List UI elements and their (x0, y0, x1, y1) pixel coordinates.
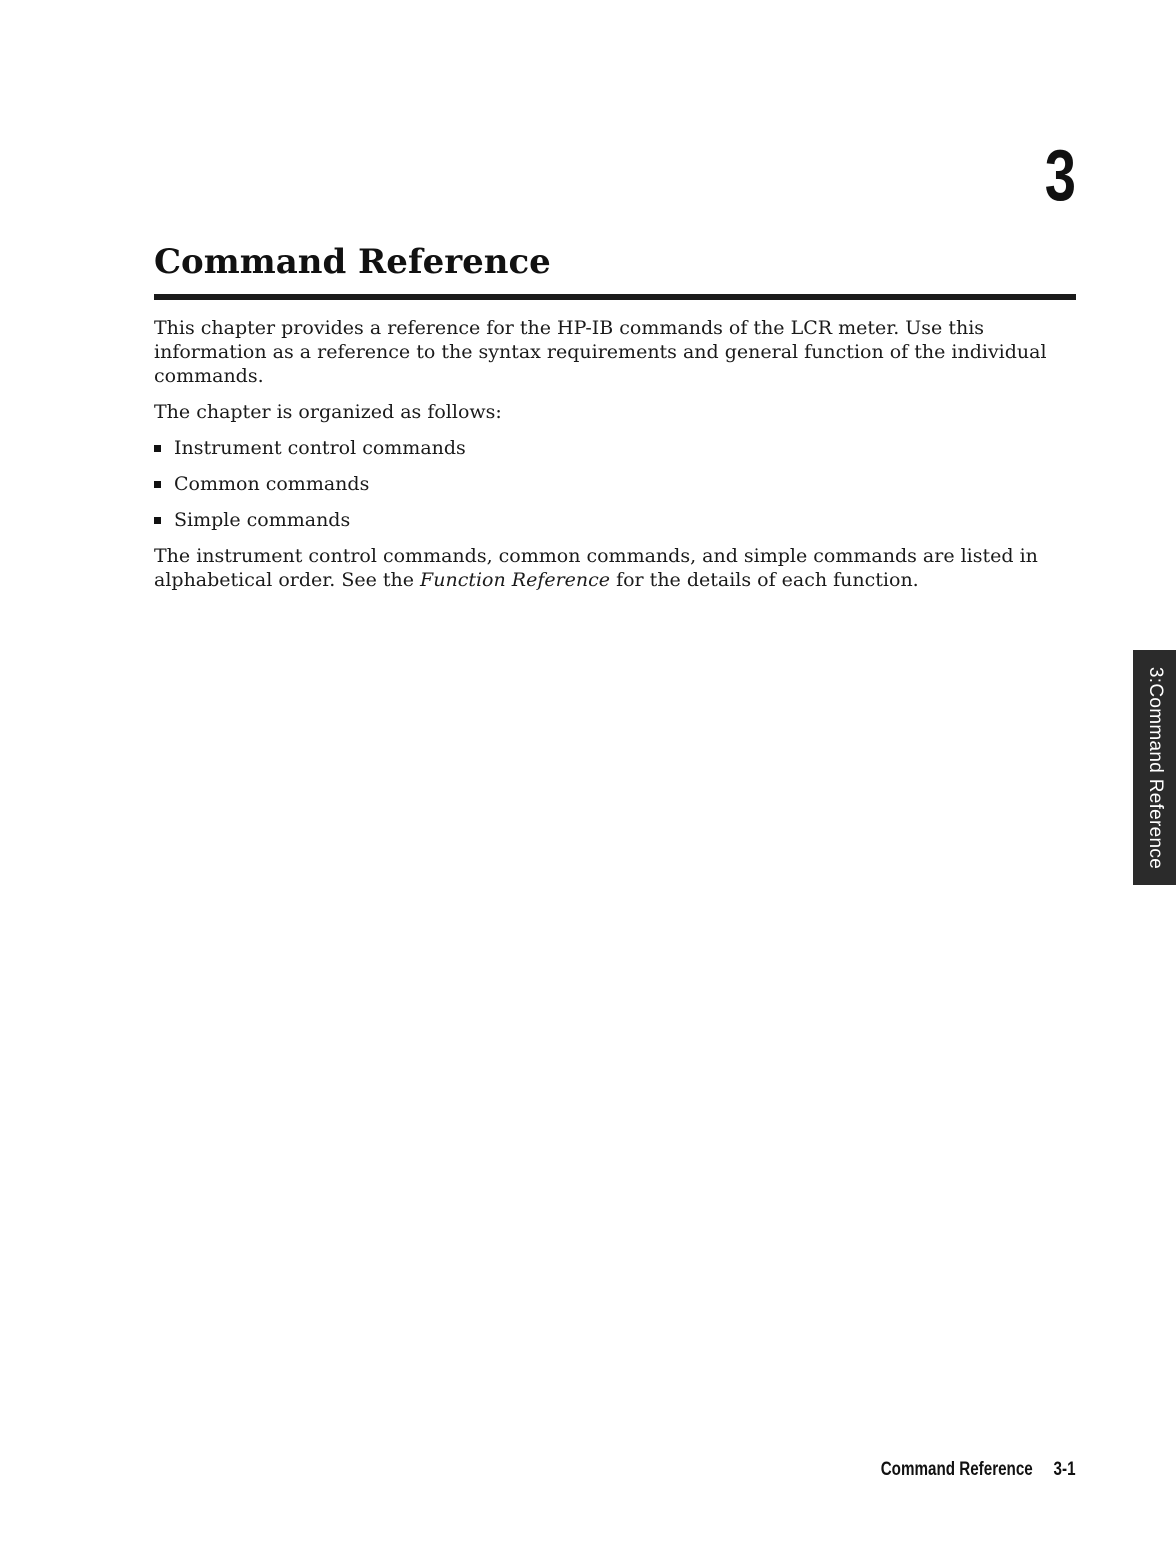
square-bullet-icon (154, 445, 161, 452)
side-tab-label: 3:Command Reference (1144, 666, 1166, 869)
closing-text-start: The instrument control commands, common commands, and simple commands are listed in alphabetical order. See the (154, 545, 1038, 591)
page-footer (881, 1459, 1076, 1481)
list-item (154, 436, 1054, 460)
chapter-number: 3 (1044, 136, 1076, 216)
closing-paragraph (154, 544, 1054, 592)
list-item-label: Instrument control commands (174, 437, 466, 459)
chapter-body (154, 316, 1054, 604)
intro-paragraph: This chapter provides a reference for the HP-IB commands of the LCR meter. Use this information as a reference to the syntax requirements and general function of the individual commands. (154, 317, 1047, 387)
organization-lead: The chapter is organized as follows: (154, 401, 502, 423)
function-reference-title: Function Reference (420, 569, 611, 591)
list-item-label: Common commands (174, 473, 370, 495)
list-item (154, 472, 1054, 496)
square-bullet-icon (154, 517, 161, 524)
chapter-title: Command Reference (154, 242, 551, 282)
title-rule (154, 294, 1076, 300)
footer-section-title: Command Reference (881, 1459, 1034, 1480)
closing-text-end: for the details of each function. (610, 569, 919, 591)
organization-list (154, 436, 1054, 532)
list-item (154, 508, 1054, 532)
footer-page-number: 3-1 (1054, 1459, 1076, 1480)
list-item-label: Simple commands (174, 509, 351, 531)
square-bullet-icon (154, 481, 161, 488)
chapter-side-tab (1133, 650, 1176, 885)
